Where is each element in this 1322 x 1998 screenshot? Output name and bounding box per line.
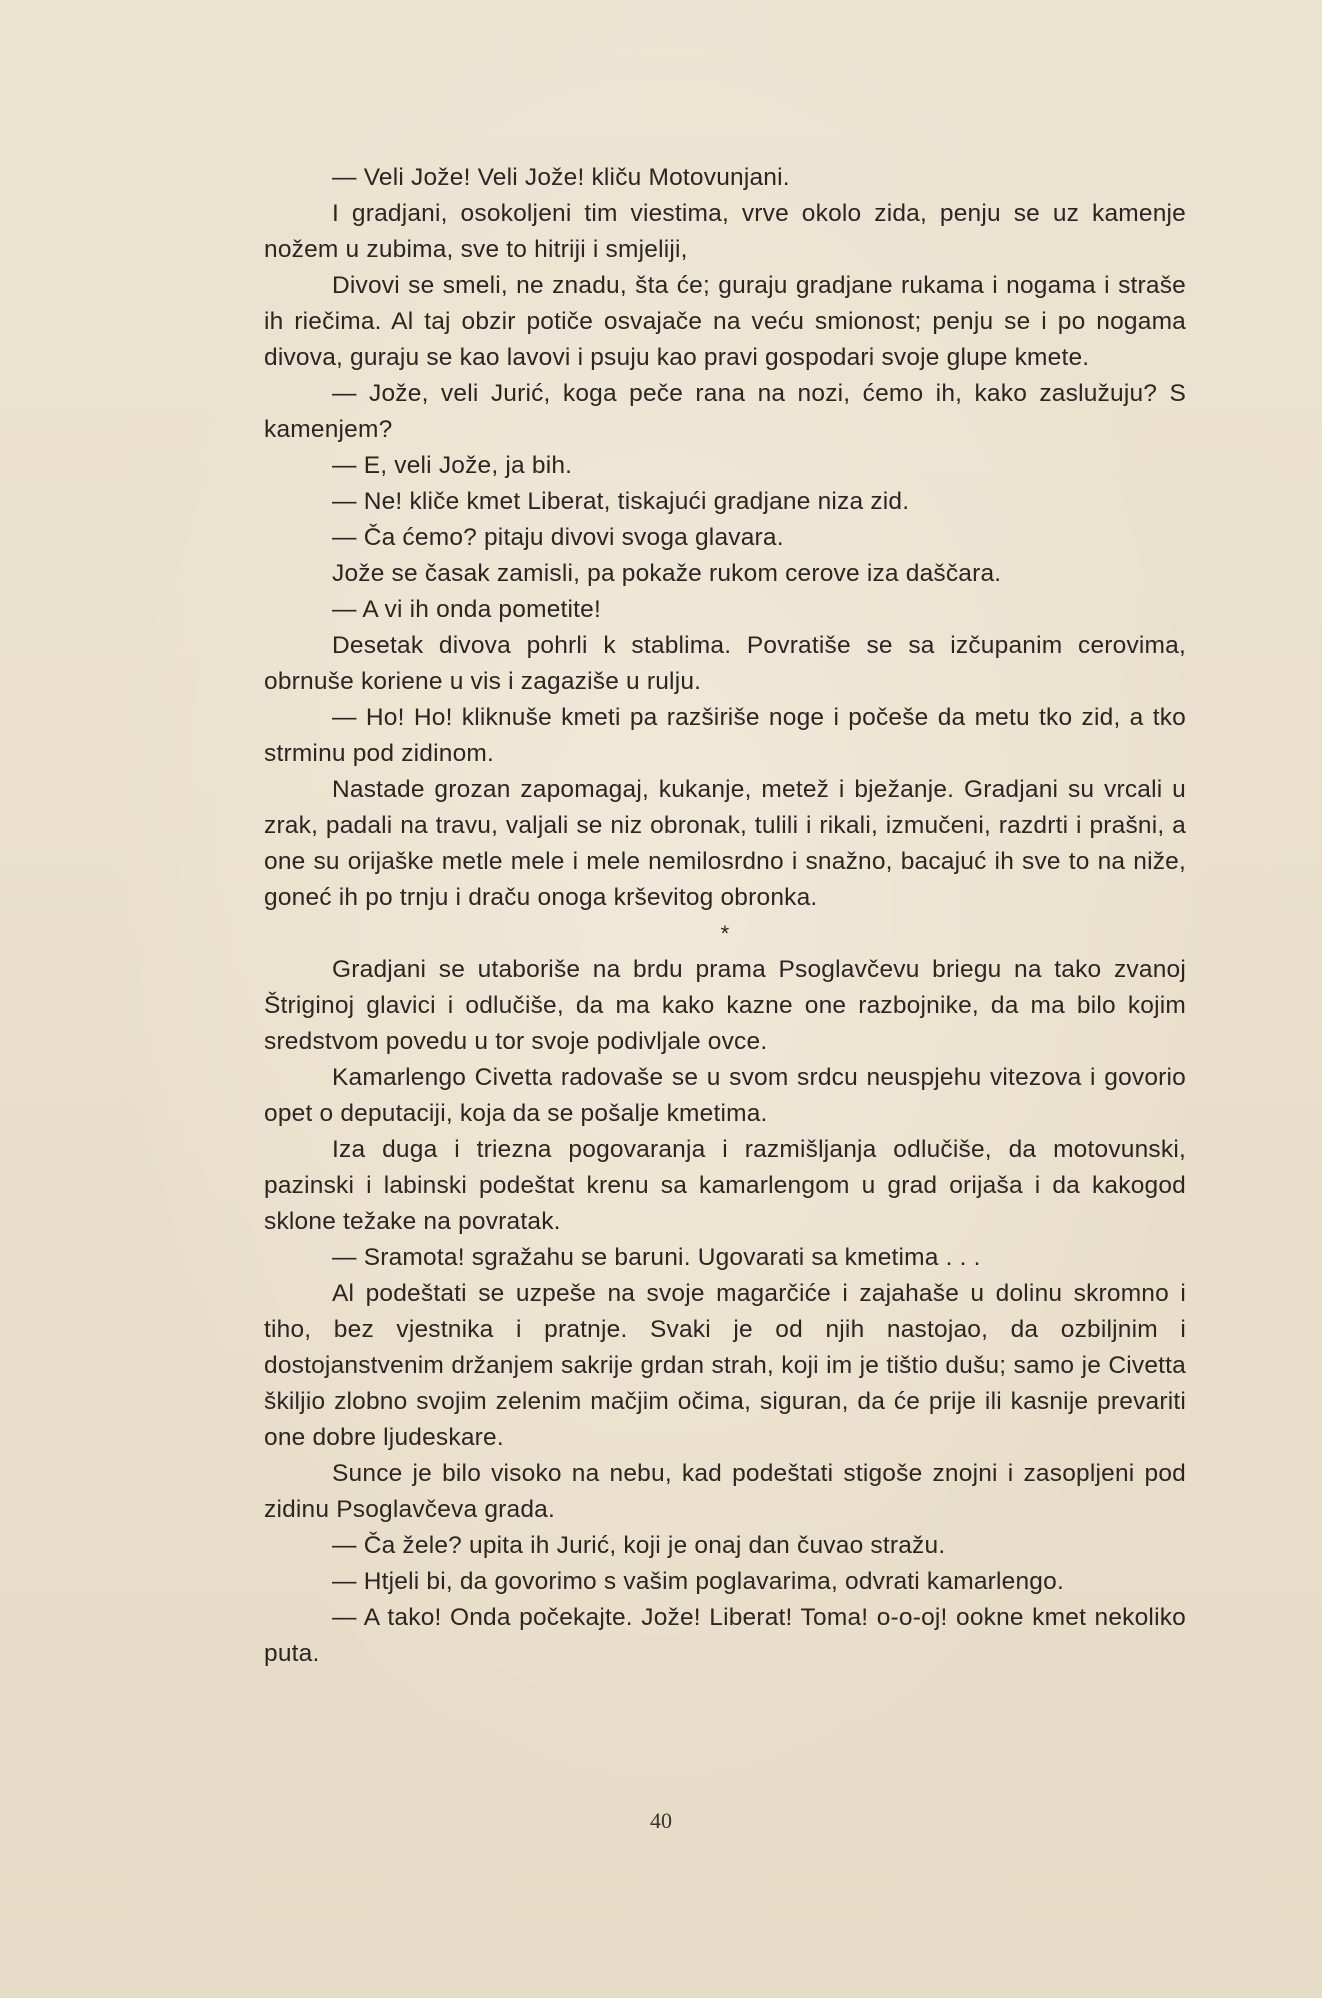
section-separator: *	[720, 921, 730, 946]
paragraph: Divovi se smeli, ne znadu, šta će; guraju gradjane rukama i nogama i straše ih riečima. Al taj obzir potiče osvajače na veću smionost; penju se i po nogama divova, guraju se kao lavovi i psuju kao pravi gospodari svoje glupe kmete.	[264, 272, 1186, 371]
paragraph: Desetak divova pohrli k stablima. Povratiše se sa izčupanim cerovima, obrnuše koriene u vis i zagaziše u rulju.	[264, 632, 1186, 695]
paragraph: — Ča žele? upita ih Jurić, koji je onaj dan čuvao stražu.	[332, 1532, 946, 1559]
paragraph: — E, veli Jože, ja bih.	[332, 452, 573, 479]
paragraph: Al podeštati se uzpeše na svoje magarčiće i zajahaše u dolinu skromno i tiho, bez vjestnika i pratnje. Svaki je od njih nastojao, da ozbiljnim i dostojanstvenim držanjem sakrije grdan strah, koji im je tištio dušu; samo je Civetta škiljio zlobno svojim zelenim mačjim očima, siguran, da će prije ili kasnije prevariti one dobre ljudeskare.	[264, 1280, 1186, 1451]
paragraph: Gradjani se utaboriše na brdu prama Psoglavčevu briegu na tako zvanoj Štriginoj glavici i odlučiše, da ma kako kazne one razbojnike, da ma bilo kojim sredstvom povedu u tor svoje podivljale ovce.	[264, 956, 1186, 1055]
paragraph: — Ča ćemo? pitaju divovi svoga glavara.	[332, 524, 784, 551]
paragraph: — Htjeli bi, da govorimo s vašim poglavarima, odvrati kamarlengo.	[332, 1568, 1064, 1595]
paragraph: — A tako! Onda počekajte. Jože! Liberat! Toma! o-o-oj! ookne kmet nekoliko puta.	[264, 1604, 1186, 1667]
paragraph: Nastade grozan zapomagaj, kukanje, metež i bježanje. Gradjani su vrcali u zrak, padali na travu, valjali se niz obronak, tulili i rikali, izmučeni, razdrti i prašni, a one su orijaške metle mele i mele nemilosrdno i snažno, bacajuć ih sve to na niže, goneć ih po trnju i draču onoga krševitog obronka.	[264, 776, 1186, 911]
paragraph: Kamarlengo Civetta radovaše se u svom srdcu neuspjehu vitezova i govorio opet o deputaciji, koja da se pošalje kmetima.	[264, 1064, 1186, 1127]
paragraph: Jože se časak zamisli, pa pokaže rukom cerove iza daščara.	[332, 560, 1002, 587]
page-number: 40	[650, 1808, 672, 1833]
paragraph: — Ho! Ho! kliknuše kmeti pa razširiše noge i počeše da metu tko zid, a tko strminu pod zidinom.	[264, 704, 1186, 767]
paragraph: Sunce je bilo visoko na nebu, kad podeštati stigoše znojni i zasopljeni pod zidinu Psoglavčeva grada.	[264, 1460, 1186, 1523]
page-text	[264, 160, 1186, 1672]
paragraph: — Ne! kliče kmet Liberat, tiskajući gradjane niza zid.	[332, 488, 910, 515]
paragraph: I gradjani, osokoljeni tim viestima, vrve okolo zida, penju se uz kamenje nožem u zubima, sve to hitriji i smjeliji,	[264, 200, 1186, 263]
paragraph: — Jože, veli Jurić, koga peče rana na nozi, ćemo ih, kako zaslužuju? S kamenjem?	[264, 380, 1186, 443]
paragraph: — Sramota! sgražahu se baruni. Ugovarati sa kmetima . . .	[332, 1244, 981, 1271]
paragraph: — Veli Jože! Veli Jože! kliču Motovunjani.	[332, 164, 790, 191]
paragraph: — A vi ih onda pometite!	[332, 596, 602, 623]
paragraph: Iza duga i triezna pogovaranja i razmišljanja odlučiše, da motovunski, pazinski i labinski podeštat krenu sa kamarlengom u grad orijaša i da kakogod sklone težake na povratak.	[264, 1136, 1186, 1235]
